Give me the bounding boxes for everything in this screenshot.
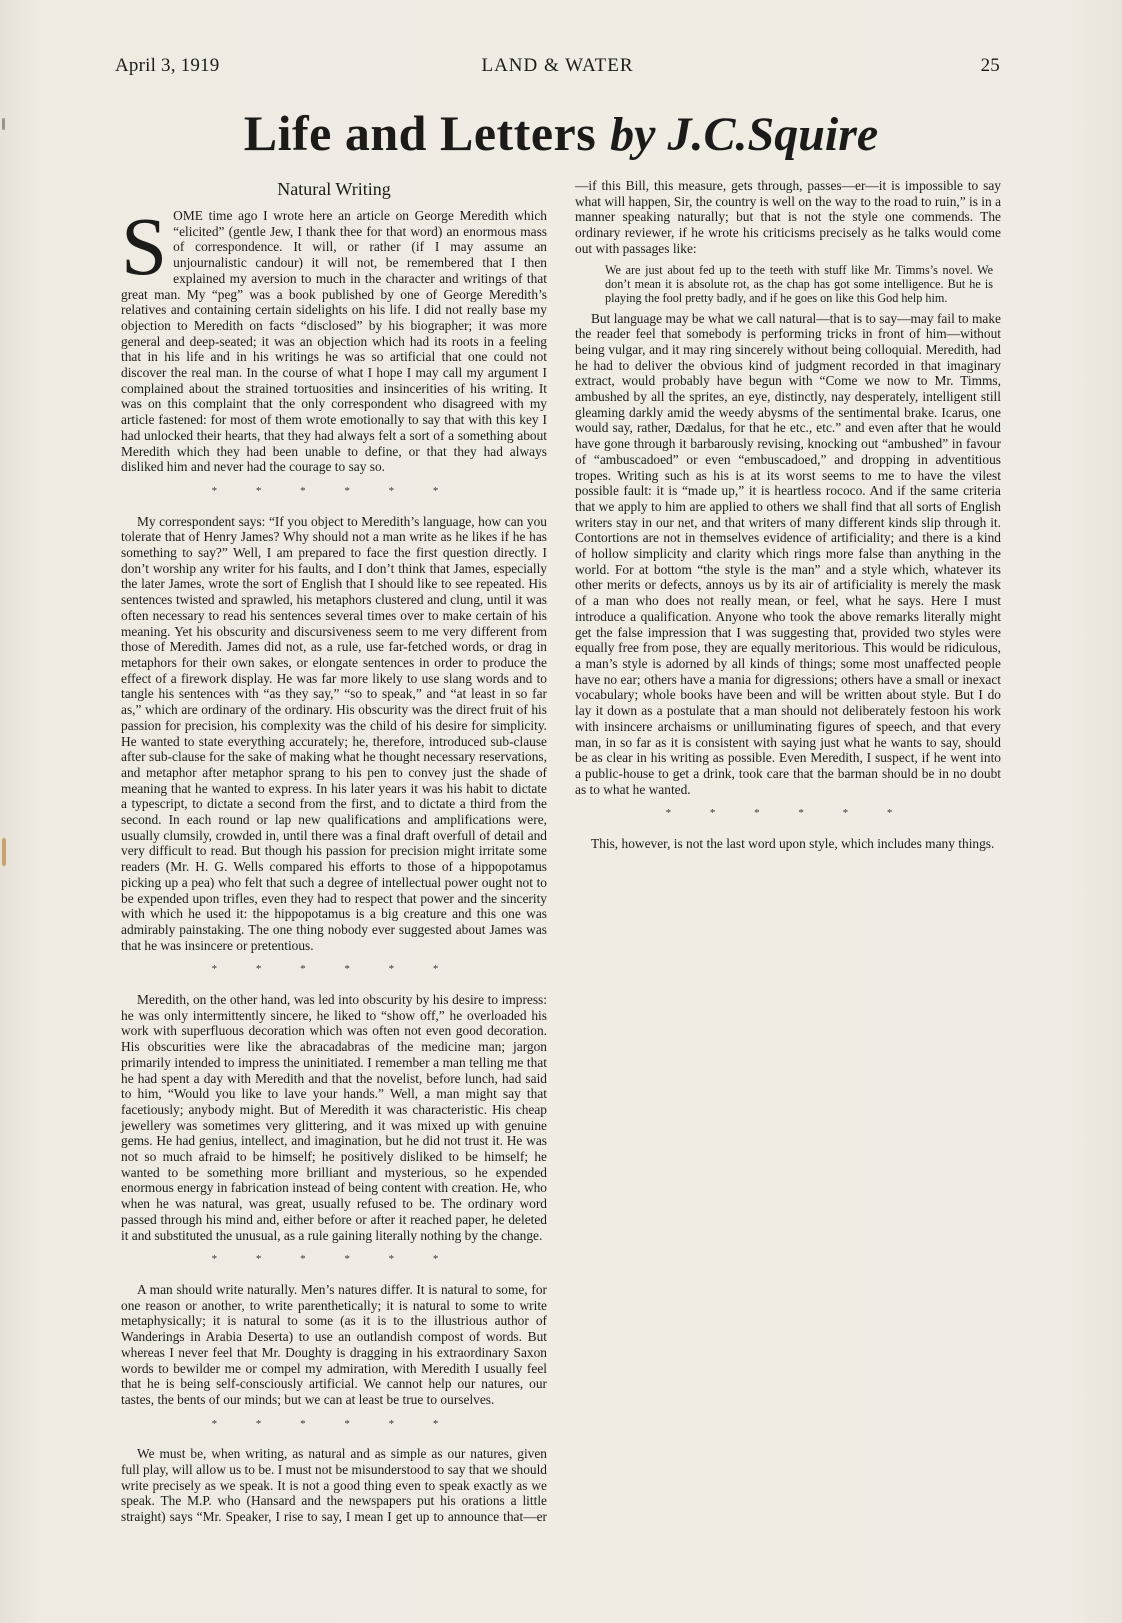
paragraph: But language may be what we call natural—that is to say—may fail to make the reader feel that somebody is performing tricks in front of him—without being vulgar, and it may ring sincerely without being colloquial. Meredith, had he had to deliver the obvious kind of judgment recorded in that imaginary extract, would probably have begun with “Come we now to Mr. Timms, ambushed by all the sprites, an eye, distinctly, nay desperately, intelligent still gleaming darkly amid the weedy abysms of the sentimental brake. Icarus, one would say, rather, Dædalus, for that he etc., etc.” and even after that he would have gone through it barbarously revising, knocking out “ambushed” in favour of “ambuscadoed” or even “embuscadoed,” and dropping in adventitious tropes. Writing such as his is at its worst seems to me to have the vilest possible fault: it is “made up,” it is heartless rococo. And if the same criteria that we apply to him are applied to others we shall find that all sorts of English writers stay in our net, and that writers of many different kinds slip through it. Contortions are not in themselves evidence of artificiality; and there is a kind of hollow simplicity and clarity which rings more false than anything in the world. For at bottom “the style is the man” and a style which, whatever its other merits or defects, annoys us by its air of artificiality is merely the mask of a man who does not really mean, or feel, what he says. Here I must introduce a qualification. Anyone who took the above remarks literally might get the false impression that I was suggesting that, provided two styles were equally free from pose, they are equally meritorious. This would be ridiculous, a man’s style is adorned by all kinds of things; some most unaffected people have no ear; others have a mania for digressions; others have a small or inexact vocabulary; whole books have been and will be written about style. But I do lay it down as a postulate that a man should not deliberately festoon his work with insincere archaisms or unilluminating figures of speech, and that every man, in so far as it is consistent with saying just what he wants to say, should be as clear in his writing as possible. Even Meredith, I suspect, if he went into a public-house to get a drink, took care that the barman should be in no doubt as to what he wanted. (575, 310, 1001, 797)
section-separator: * * * * * * (211, 963, 457, 976)
drop-cap: S (121, 200, 168, 292)
issue-date: April 3, 1919 (115, 55, 220, 76)
section-title: Natural Writing (277, 179, 391, 199)
magazine-name: LAND & WATER (481, 55, 634, 76)
paragraph: A man should write naturally. Men’s natures differ. It is natural to some, for one reason or another, to write parenthetically; it is natural to some to write metaphysically; it is natural to some (as it is to the illustrious author of Wanderings in Arabia Deserta) to use an outlandish compost of words. But whereas I never feel that Mr. Doughty is dragging in his extraordinary Saxon words to bewilder me or compel my admiration, with Meredith I usually feel that he is being self-consciously artificial. We cannot help our natures, our tastes, the bents of our minds; but we can at least be true to ourselves. (121, 1282, 547, 1407)
article-title (0, 103, 1122, 165)
paragraph: We must be, when writing, as natural and as simple as our natures, given full play, will allow us to be. I must not be misunderstood to say that we should write precisely as we speak. It is not a good thing even to speak exactly as we speak. The M.P. who (Hansard and the newspapers put his orations a little straight) says “Mr. Speaker, I rise to say, I mean I get up to announce that—er—if this Bill, this measure, gets through, passes—er—it is impossible to say what will happen, Sir, the country is well on the way to the road to ruin,” is in a manner speaking naturally; but that is not the style one commends. The ordinary reviewer, if he wrote his criticisms precisely as he talks would come out with passages like: (121, 178, 1002, 1525)
paragraph-text: OME time ago I wrote here an article on George Meredith which “elicited” (gentle Jew, I thank thee for that word) an enormous mass of correspondence. It will, or rather (if I may assume an unjournalistic candour) it will not, be remembered that I then explained my aversion to much in the character and writings of that great man. My “peg” was a book published by one of George Meredith’s relatives and containing certain sidelights on his life. I did not really base my objection to Meredith on facts “disclosed” by his biographer; it was more general and deep-seated; it was an objection which had its roots in a feeling that in his life and in his writings he was so artificial that one could not discover the real man. In the course of what I hope I may call my argument I complained about the strained tortuosities and insincerities of his writing. It was on this complaint that the only correspondent who disagreed with my article fastened: for most of them wrote emotionally to say that with this key I had unlocked their hearts, that they had always felt a sort of a something about Meredith which they had been unable to define, or that they had always disliked him and never had the courage to say so. (121, 208, 547, 475)
title-main: Life and Letters (243, 105, 597, 161)
section-separator: * * * * * * (211, 1253, 457, 1266)
quote-text: We are just about fed up to the teeth with stuff like Mr. Timms’s novel. We don’t mean it is absolute rot, as the chap has got some intelligence. But he is playing the fool pretty badly, and if he goes on like this God help him. (605, 262, 993, 305)
paragraph (121, 200, 547, 475)
block-quote (605, 263, 993, 305)
section-separator: * * * * * * (665, 807, 911, 820)
paragraph: My correspondent says: “If you object to Meredith’s language, how can you tolerate that of Henry James? Why should not a man write as he likes if he has something to say?” Well, I am prepared to face the first question directly. I don’t worship any writer for his faults, and I don’t think that James, especially the later James, wrote the sort of English that I should like to see repeated. His sentences twisted and sprawled, his metaphors clustered and clung, until it was often necessary to read his sentences several times over to make certain of his meaning. Yet his obscurity and discursiveness seem to me very different from those of Meredith. James did not, as a rule, use far-fetched words, or drag in metaphors for their own sakes, or elongate sentences in order to produce the effect of a firework display. He was far more likely to use slang words and to tangle his sentences with “as they say,” “so to speak,” and “at least in so far as,” which are ordinary of the ordinary. His obscurity was the direct fruit of his passion for precision, his complexity was the child of his desire for simplicity. He wanted to state everything accurately; he, therefore, introduced sub-clause after sub-clause for the sake of making what he thought necessary reservations, and metaphor after metaphor sprang to his pen to convey just the shade of meaning that he wanted to express. In his later years it was his habit to dictate a typescript, to dictate a second from the first, and to dictate a third from the second. In each round or lap new qualifications and amplifications were, usually clumsily, crowded in, until there was a final draft overfull of detail and very difficult to read. But though his passion for precision might irritate some readers (Mr. H. G. Wells compared his efforts to those of a hippopotamus picking up a pea) who felt that such a degree of intellectual power ought not to be expended upon trifles, even they had to respect that power and the sincerity with which he used it: the hippopotamus is a big creature and this one was admirably painstaking. The one thing nobody ever suggested about James was that he was insincere or pretentious. (121, 513, 547, 953)
section-separator: * * * * * * (211, 484, 457, 497)
paragraph: Meredith, on the other hand, was led into obscurity by his desire to impress: he was only intermittently sincere, he liked to “show off,” he overloaded his work with superfluous decoration which was often not even good decoration. His obscurities were like the abracadabras of the medicine man; jargon primarily intended to impress the uninitiated. I remember a man telling me that he had spent a day with Meredith and that the novelist, before lunch, had said to him, “Would you like to lave your hands.” Well, a man might say that facetiously; anybody might. But of Meredith it was characteristic. His cheap jewellery was sometimes very glittering, and it was mixed up with genuine gems. He had genius, intellect, and imagination, but he did not trust it. He was not so much afraid to be himself; he positively disliked to be himself; he wanted to be something more brilliant and mysterious, so he expended enormous energy in fabrication instead of being content with creation. He, who when he was natural, was great, usually refused to be. The ordinary word passed through his mind and, either before or after it reached paper, he deleted it and substituted the unusual, as a rule gaining literally nothing by the change. (121, 992, 547, 1243)
page-header (115, 55, 1000, 81)
paragraph: This, however, is not the last word upon style, which includes many things. (591, 836, 995, 852)
page-number: 25 (980, 55, 1000, 76)
margin-mark (2, 838, 6, 866)
article-body (121, 178, 1001, 1538)
section-separator: * * * * * * (211, 1417, 457, 1430)
title-byline: by J.C.Squire (610, 108, 879, 161)
